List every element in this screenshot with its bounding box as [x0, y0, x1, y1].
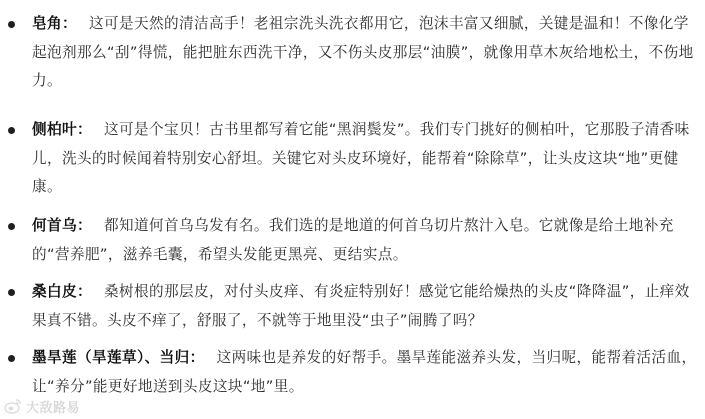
item-term: 墨旱莲（旱莲草）、当归	[32, 349, 190, 366]
item-description: 这两味也是养发的好帮手。墨旱莲能滋养头发，当归呢，能帮着活活血，让“养分”能更好地送到头皮这块“地”里。	[32, 349, 697, 395]
weibo-logo-icon	[4, 398, 22, 414]
item-colon: ：	[76, 121, 92, 138]
bullet-icon	[8, 355, 15, 362]
item-colon: ：	[76, 217, 92, 234]
item-term: 桑白皮	[32, 283, 77, 300]
item-paragraph	[32, 212, 700, 269]
item-colon: ：	[189, 349, 205, 366]
item-term: 侧柏叶	[32, 121, 77, 138]
item-term: 皂角	[32, 15, 62, 32]
watermark	[4, 396, 80, 416]
item-description: 都知道何首乌乌发有名。我们选的是地道的何首乌切片熬汁入皂。它就像是给土地补充的“营养肥”，滋养毛囊，希望头发能更黑亮、更结实点。	[32, 217, 674, 263]
bullet-icon	[8, 289, 15, 296]
item-colon: ：	[76, 283, 92, 300]
item-description: 这可是个宝贝！古书里都写着它能“黑润鬓发”。我们专门挑好的侧柏叶，它那股子清香味儿，洗头的时候闻着特别安心舒坦。关键它对头皮环境好，能帮着“除除草”，让头皮这块“地”更健康。	[32, 121, 690, 195]
watermark-text: 大敌路易	[26, 400, 81, 416]
bullet-icon	[8, 127, 15, 134]
item-paragraph	[32, 116, 700, 202]
item-paragraph	[32, 10, 700, 96]
bullet-icon	[8, 223, 15, 230]
item-paragraph	[32, 344, 700, 401]
item-description: 桑树根的那层皮，对付头皮痒、有炎症特别好！感觉它能给燥热的头皮“降降温”，止痒效果真不错。头皮不痒了，舒服了，不就等于地里没“虫子”闹腾了吗？	[32, 283, 690, 329]
item-colon: ：	[62, 15, 77, 32]
bullet-icon	[8, 21, 15, 28]
item-description: 这可是天然的清洁高手！老祖宗洗头洗衣都用它，泡沫丰富又细腻，关键是温和！不像化学起泡剂那么“刮”得慌，能把脏东西洗干净，又不伤头皮那层“油膜”，就像用草木灰给地松土，不伤地力。	[32, 15, 694, 89]
item-term: 何首乌	[32, 217, 77, 234]
item-paragraph	[32, 278, 700, 335]
